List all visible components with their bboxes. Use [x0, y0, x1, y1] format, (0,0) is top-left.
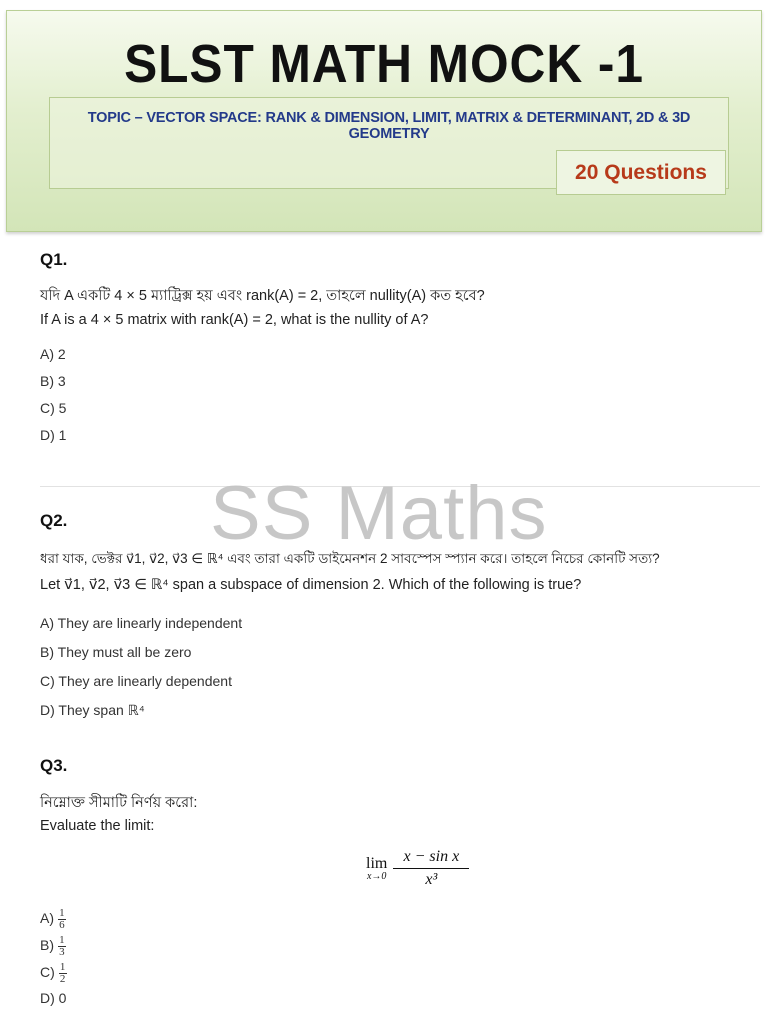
question-2: [40, 511, 67, 531]
fraction-numerator: 1: [59, 934, 65, 946]
fraction-bar: [393, 868, 469, 869]
option-a: [40, 908, 66, 931]
option-letter: A): [40, 910, 54, 927]
question-1-bengali: যদি A একটি 4 × 5 ম্যাট্রিক্স হয় এবং rank(A) = 2, তাহলে nullity(A) কত হবে?: [40, 288, 485, 304]
option-c: C) 5: [40, 400, 67, 416]
question-count-badge: 20 Questions: [556, 150, 726, 195]
question-2-english: Let v⃗1, v⃗2, v⃗3 ∈ ℝ⁴ span a subspace of dimension 2. Which of the following is true?: [40, 577, 582, 593]
limit-expression: [366, 848, 469, 889]
option-letter: D) 0: [40, 990, 67, 1006]
question-label: Q1.: [40, 250, 68, 269]
question-label: Q3.: [40, 756, 68, 775]
question-label: Q2.: [40, 511, 68, 530]
option-a: A) They are linearly independent: [40, 615, 243, 631]
option-d: [40, 990, 66, 1006]
option-letter: B): [40, 937, 54, 954]
limit-fraction: [393, 848, 469, 889]
topic-text: TOPIC – VECTOR SPACE: RANK & DIMENSION, LIMIT, MATRIX & DETERMINANT, 2D & 3D GEOMETRY: [87, 110, 691, 142]
page-title: SLST MATH MOCK -1: [124, 34, 644, 94]
question-2-bengali: ধরা যাক, ভেক্টর v⃗1, v⃗2, v⃗3 ∈ ℝ⁴ এবং তারা একটি ডাইমেনশন 2 সাবস্পেস স্প্যান করে। তাহলে নিচের কোনটি সত্য?: [40, 551, 660, 566]
question-1-english: If A is a 4 × 5 matrix with rank(A) = 2, what is the nullity of A?: [40, 312, 429, 328]
option-fraction: [58, 935, 66, 958]
limit-subscript: x→0: [366, 871, 387, 882]
option-a: A) 2: [40, 346, 66, 362]
option-d: D) 1: [40, 427, 67, 443]
option-letter: C): [40, 964, 55, 981]
fraction-denominator: 6: [59, 919, 65, 931]
option-b: B) 3: [40, 373, 66, 389]
option-b: B) They must all be zero: [40, 644, 192, 660]
fraction-numerator: 1: [59, 961, 66, 973]
option-fraction: [59, 962, 67, 985]
fraction-numerator: 1: [59, 907, 65, 919]
watermark: SS Maths: [210, 471, 548, 556]
limit-word: lim: [366, 855, 388, 872]
fraction-denominator: 3: [59, 946, 65, 958]
option-fraction: [58, 908, 66, 931]
header-banner: [6, 10, 762, 232]
option-c: C) They are linearly dependent: [40, 673, 232, 689]
limit-denominator: x³: [425, 871, 438, 888]
option-c: [40, 962, 67, 985]
limit-operator: [366, 855, 387, 882]
option-d: D) They span ℝ⁴: [40, 702, 145, 718]
question-1: [40, 250, 67, 270]
limit-numerator: x − sin x: [403, 848, 460, 865]
option-b: [40, 935, 66, 958]
question-3-english: Evaluate the limit:: [40, 818, 155, 834]
question-3: [40, 756, 67, 776]
fraction-denominator: 2: [59, 973, 66, 985]
question-3-bengali: নিম্নোক্ত সীমাটি নির্ণয় করো:: [40, 795, 198, 811]
